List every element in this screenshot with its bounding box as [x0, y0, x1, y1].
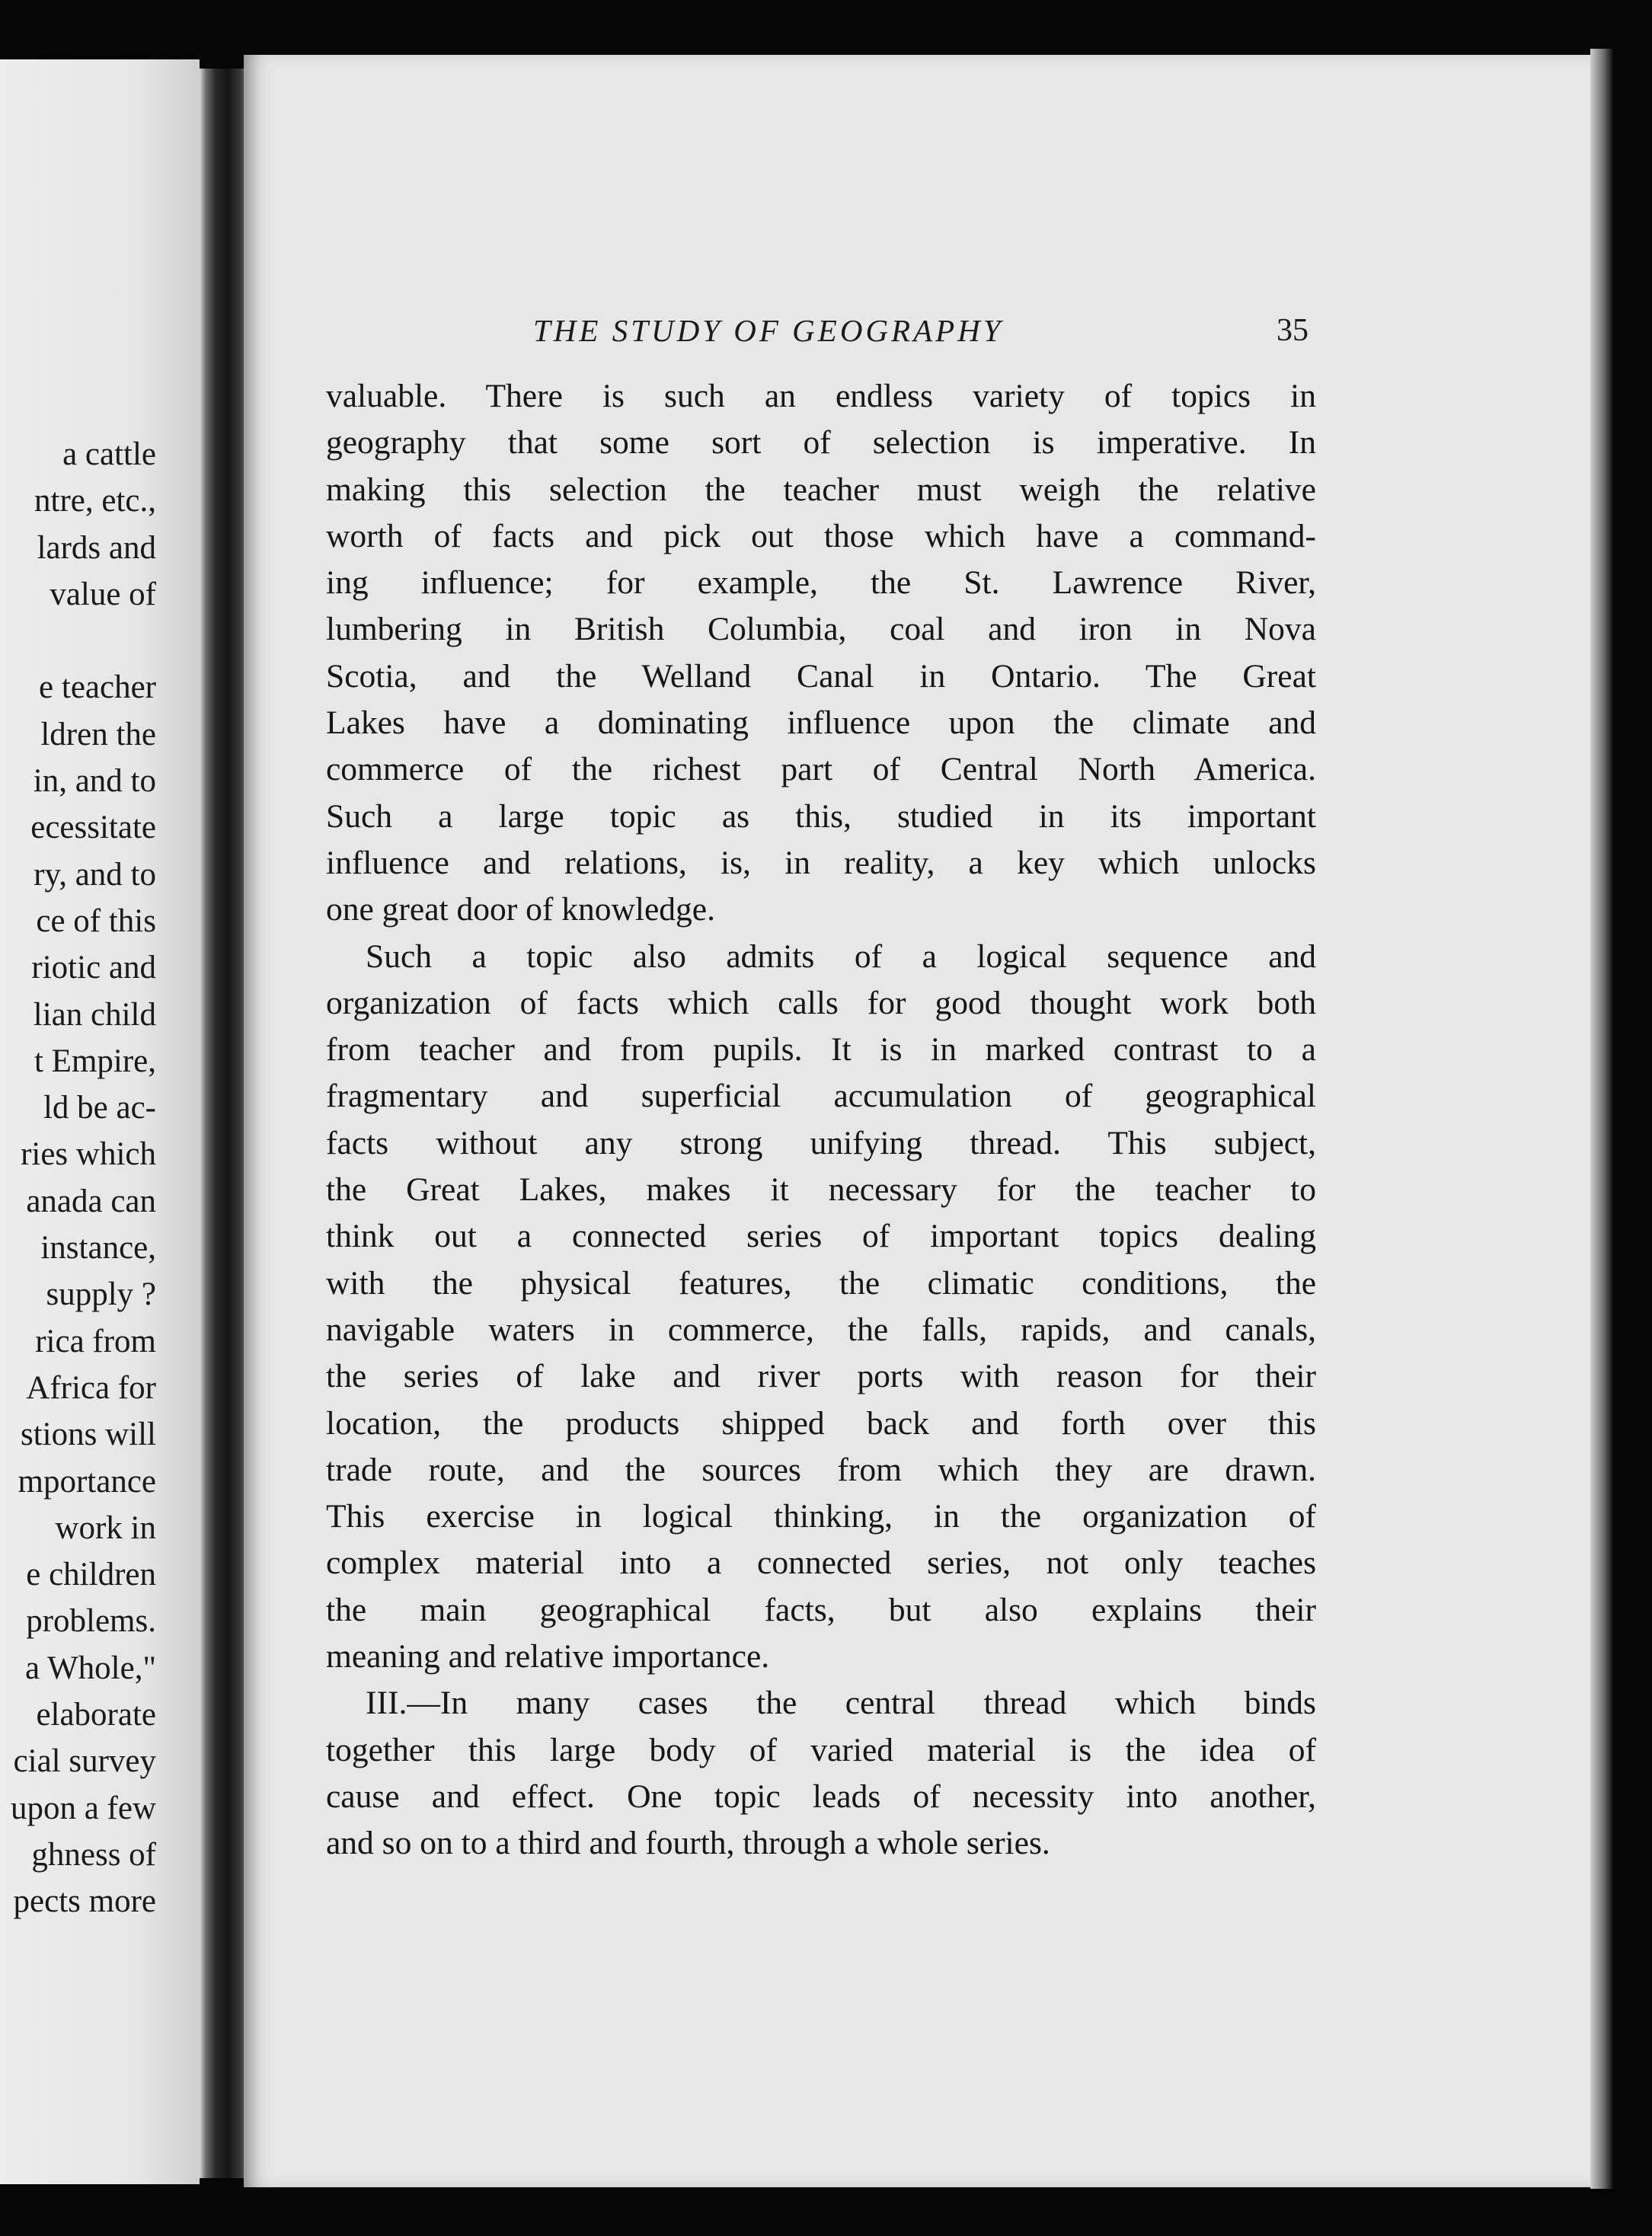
- facing-page-line: t Empire,: [34, 1043, 156, 1079]
- text-line: meaning and relative importance.: [326, 1638, 770, 1675]
- facing-page-line: ce of this: [36, 902, 156, 939]
- facing-page-line: e teacher: [39, 669, 156, 706]
- facing-page-line: elaborate: [36, 1697, 156, 1733]
- page-edge-shadow: [1590, 49, 1613, 2189]
- text-line: the main geographical facts, but also explains their: [326, 1591, 1316, 1628]
- text-line: the Great Lakes, makes it necessary for the teacher to: [326, 1171, 1316, 1209]
- text-line: with the physical features, the climatic conditions, the: [326, 1264, 1316, 1302]
- text-line: organization of facts which calls for good thought work both: [326, 984, 1316, 1021]
- facing-page-line: riotic and: [31, 950, 156, 986]
- facing-page-line: upon a few: [10, 1790, 156, 1826]
- facing-page-line: supply ?: [46, 1276, 156, 1313]
- facing-page-line: value of: [50, 576, 156, 612]
- facing-page-text: [0, 431, 156, 1925]
- facing-page-line: work in: [55, 1509, 156, 1546]
- facing-page-line: [0, 618, 156, 664]
- text-line: lumbering in British Columbia, coal and iron in Nova: [326, 611, 1316, 648]
- facing-page-line: ry, and to: [34, 856, 156, 893]
- facing-page-line: anada can: [26, 1183, 156, 1219]
- facing-page-line: Africa for: [26, 1369, 156, 1406]
- text-line: Such a large topic as this, studied in its important: [326, 797, 1316, 835]
- text-line: commerce of the richest part of Central North America.: [326, 751, 1316, 788]
- text-line: facts without any strong unifying thread. This subject,: [326, 1124, 1316, 1161]
- facing-page-line: lian child: [33, 996, 156, 1033]
- facing-page-line: in, and to: [33, 763, 156, 800]
- text-line: and so on to a third and fourth, through a whole series.: [326, 1825, 1050, 1862]
- text-line: together this large body of varied material is the idea of: [326, 1731, 1316, 1768]
- text-line: III.—In many cases the central thread which binds: [366, 1685, 1316, 1722]
- facing-page-line: instance,: [40, 1230, 156, 1267]
- text-line: navigable waters in commerce, the falls, rapids, and canals,: [326, 1311, 1316, 1348]
- facing-page-line: ldren the: [40, 716, 156, 752]
- text-line: fragmentary and superficial accumulation of geographical: [326, 1078, 1316, 1115]
- facing-page-line: lards and: [37, 529, 156, 566]
- body-text: [326, 373, 1316, 1867]
- text-line: making this selection the teacher must weigh the relative: [326, 471, 1316, 508]
- text-line: This exercise in logical thinking, in the organization of: [326, 1498, 1316, 1535]
- facing-page-line: cial survey: [13, 1743, 156, 1780]
- facing-page-line: ld be ac-: [43, 1090, 156, 1126]
- facing-page-line: ntre, etc.,: [34, 483, 156, 519]
- facing-page-line: stions will: [20, 1417, 156, 1453]
- text-line: worth of facts and pick out those which have a command-: [326, 517, 1316, 554]
- text-line: complex material into a connected series, not only teaches: [326, 1544, 1316, 1582]
- text-line: Such a topic also admits of a logical sequence and: [366, 938, 1316, 975]
- facing-page-line: mportance: [18, 1463, 156, 1500]
- text-line: geography that some sort of selection is imperative. In: [326, 424, 1316, 462]
- text-line: think out a connected series of important topics dealing: [326, 1218, 1316, 1255]
- facing-page-line: a Whole,": [25, 1650, 156, 1686]
- facing-page-line: a cattle: [62, 436, 156, 472]
- text-line: Scotia, and the Welland Canal in Ontario. The Great: [326, 657, 1316, 695]
- text-line: Lakes have a dominating influence upon the climate and: [326, 704, 1316, 742]
- text-line: cause and effect. One topic leads of necessity into another,: [326, 1778, 1316, 1815]
- facing-page-line: ecessitate: [30, 810, 156, 846]
- facing-page-line: problems.: [26, 1603, 156, 1640]
- text-line: from teacher and from pupils. It is in marked contrast to a: [326, 1031, 1316, 1068]
- text-line: ing influence; for example, the St. Lawrence River,: [326, 564, 1316, 602]
- facing-page-line: e children: [26, 1557, 156, 1593]
- facing-page-line: ries which: [21, 1136, 156, 1173]
- facing-page-line: ghness of: [31, 1836, 156, 1873]
- text-line: one great door of knowledge.: [326, 891, 715, 928]
- page-number: 35: [1277, 313, 1308, 348]
- text-line: valuable. There is such an endless variety of topics in: [326, 378, 1316, 414]
- text-line: location, the products shipped back and forth over this: [326, 1404, 1316, 1442]
- text-line: trade route, and the sources from which they are drawn.: [326, 1451, 1316, 1488]
- facing-page-left: [0, 59, 200, 2184]
- text-line: influence and relations, is, in reality, a key which unlocks: [326, 844, 1316, 881]
- text-line: the series of lake and river ports with reason for their: [326, 1358, 1316, 1395]
- facing-page-line: rica from: [35, 1323, 156, 1359]
- running-head: THE STUDY OF GEOGRAPHY: [533, 313, 1004, 348]
- facing-page-line: pects more: [13, 1883, 156, 1920]
